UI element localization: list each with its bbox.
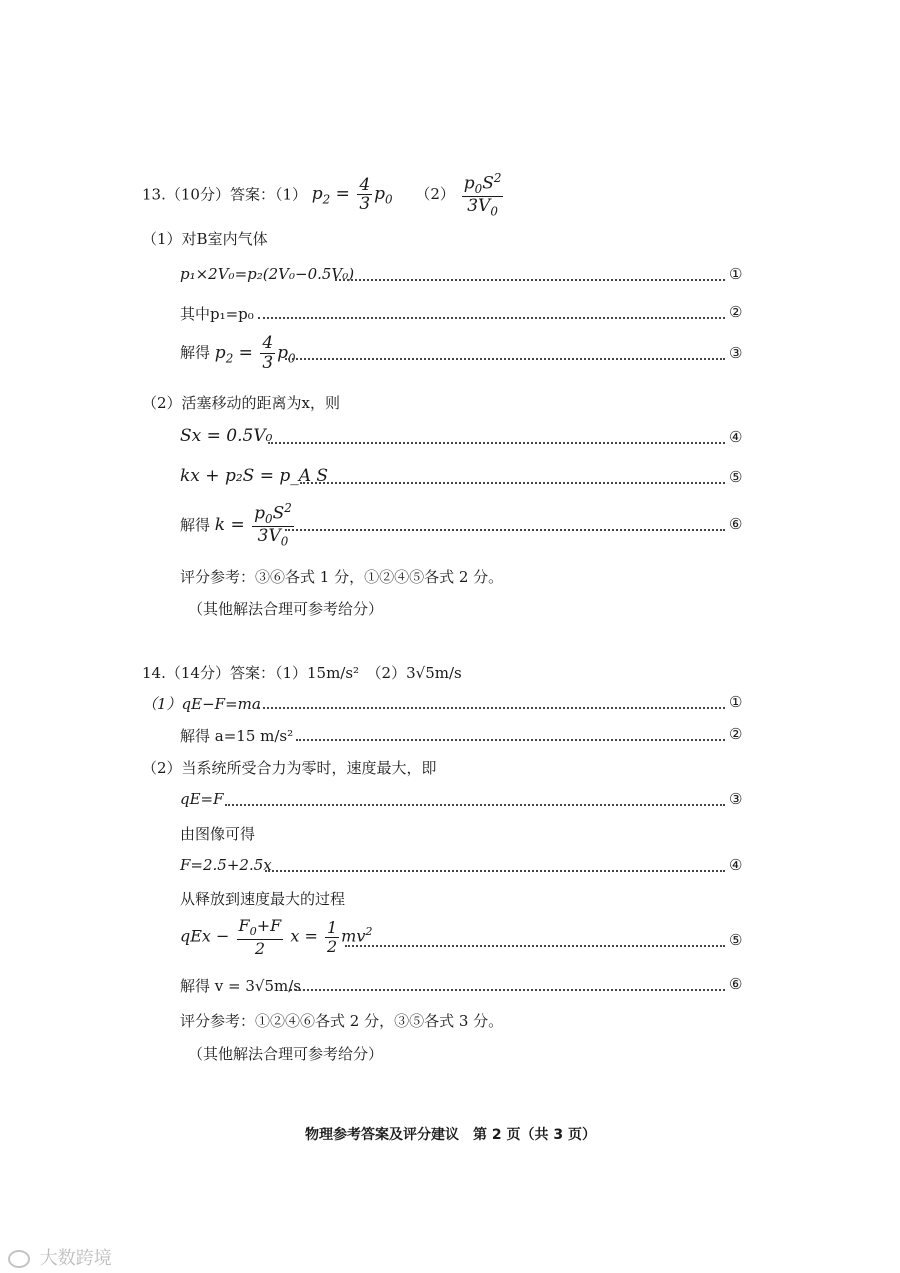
leader-line — [290, 989, 725, 991]
leader-line — [268, 442, 725, 444]
q13-header — [142, 172, 505, 219]
q13-eq6: 解得 k = $\frac{p_0S^2}{3V_0}$ — [180, 501, 292, 549]
leader-line — [296, 739, 725, 741]
q14-note: （其他解法合理可参考给分） — [188, 1045, 384, 1063]
circled-mark-3: ③ — [729, 790, 743, 808]
circled-mark-4: ④ — [729, 428, 743, 446]
watermark-text: 大数跨境 — [39, 1248, 112, 1269]
q14-eq3: qE=F — [180, 790, 224, 808]
q13-eq4: Sx = 0.5V₀ — [180, 426, 273, 446]
q14-process: 从释放到速度最大的过程 — [180, 890, 346, 908]
q13-part2-title: （2）活塞移动的距离为x，则 — [142, 394, 341, 412]
circled-mark-2: ② — [729, 725, 743, 743]
q13-note: （其他解法合理可参考给分） — [188, 600, 384, 618]
q13-eq3: 解得 $p_2$ = $\frac{4}{3}$ $p_0$ — [180, 333, 296, 373]
leader-line — [258, 707, 725, 709]
q13-answer2: $\frac{p_0S^2}{3V_0}$ — [463, 171, 502, 219]
watermark — [8, 1244, 112, 1270]
leader-line — [345, 945, 725, 947]
q14-eq5: qEx − $\frac{F_0+F}{2}$ x = $\frac{1}{2}$ $mv^2$ — [180, 916, 373, 958]
solve-label: 解得 — [180, 515, 211, 534]
q13-eq2: 其中p₁=p₀ — [180, 305, 254, 323]
leader-line — [225, 804, 725, 806]
circled-mark-6: ⑥ — [729, 515, 743, 533]
leader-line — [265, 870, 725, 872]
q14-scoring: 评分参考：①②④⑥各式 2 分，③⑤各式 3 分。 — [180, 1012, 504, 1030]
circled-mark-5: ⑤ — [729, 931, 743, 949]
q14-eq1: （1）qE−F=ma — [142, 695, 261, 713]
leader-line — [285, 358, 725, 360]
q13-scoring: 评分参考：③⑥各式 1 分，①②④⑤各式 2 分。 — [180, 568, 504, 586]
q13-header-prefix: 13.（10分）答案：（1） — [142, 185, 307, 204]
leader-line — [285, 529, 725, 531]
circled-mark-5: ⑤ — [729, 468, 743, 486]
circled-mark-6: ⑥ — [729, 975, 743, 993]
page-footer: 物理参考答案及评分建议 第 2 页（共 3 页） — [305, 1127, 596, 1143]
q13-eq5: kx + p₂S = p_A S — [180, 466, 329, 486]
q13-header-mid: （2） — [415, 185, 455, 204]
q14-part2-title: （2）当系统所受合力为零时，速度最大，即 — [142, 759, 437, 777]
q13-answer1: $p_2$ = $\frac{4}{3}$ $p_0$ — [311, 174, 393, 215]
q14-eq6: 解得 v = 3√5m/s — [180, 977, 301, 995]
solve-label: 解得 — [180, 343, 211, 362]
q14-eq2: 解得 a=15 m/s² — [180, 727, 294, 745]
circled-mark-4: ④ — [729, 856, 743, 874]
watermark-logo-icon — [8, 1250, 30, 1268]
q13-eq1: p₁×2V₀=p₂(2V₀−0.5V₀) — [180, 265, 355, 283]
leader-line — [300, 482, 725, 484]
circled-mark-1: ① — [729, 265, 743, 283]
leader-line — [258, 317, 725, 319]
q13-part1-title: （1）对B室内气体 — [142, 230, 268, 248]
q14-eq4: F=2.5+2.5x — [180, 856, 272, 874]
q14-header: 14.（14分）答案：（1）15m/s² （2）3√5m/s — [142, 664, 462, 682]
circled-mark-2: ② — [729, 303, 743, 321]
q14-from-graph: 由图像可得 — [180, 825, 256, 843]
circled-mark-1: ① — [729, 693, 743, 711]
circled-mark-3: ③ — [729, 344, 743, 362]
leader-line — [335, 279, 725, 281]
